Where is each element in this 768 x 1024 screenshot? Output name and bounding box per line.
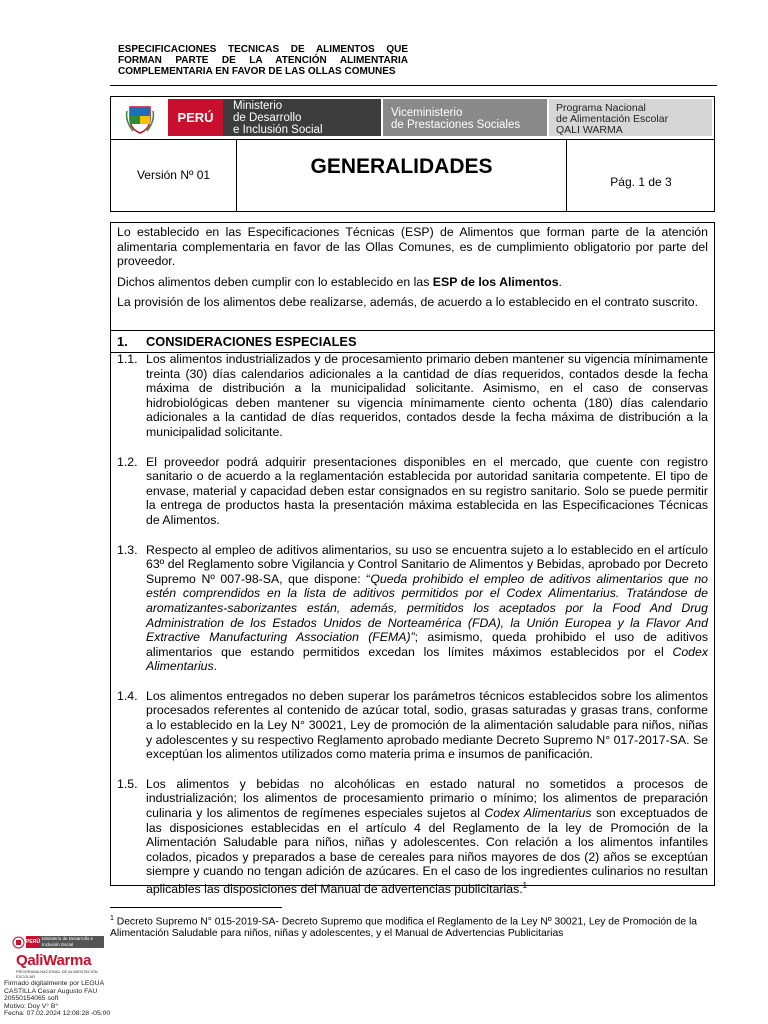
footnote xyxy=(110,913,715,940)
digital-signature xyxy=(4,980,124,1018)
qali-warma-subtitle: PROGRAMA NACIONAL DE ALIMENTACIÓN ESCOLAR xyxy=(16,969,98,979)
item-text: El proveedor podrá adquirir presentaciones disponibles en el mercado, que cuente con registro sanitario o de acuerdo a la reglamentación establecida por autoridad sanitaria competente. El tipo de envase, material y capacidad deben estar consignados en su registro sanitario. Solo se puede permitir la entrega de productos hasta la presentación máxima establecida en las Especificaciones Técnicas de Alimentos. xyxy=(146,454,708,527)
viceministerio-line: Viceministerio xyxy=(391,107,463,119)
item-text: Los alimentos industrializados y de procesamiento primario deben mantener su vigencia mínimamente treinta (30) días calendarios adicionales a la cantidad de días requeridos, contados desde la fecha máxima de distribución a la municipalidad solicitante. Asimismo, en el caso de conservas hidrobiológicas deben mantener su vigencia mínimamente ciento ochenta (180) días calendario adicionales a la cantidad de días requeridos, contados desde la fecha máxima de distribución a la municipalidad solicitante. xyxy=(146,352,708,439)
list-item xyxy=(111,352,714,440)
ministerio-line: e Inclusión Social xyxy=(233,124,323,136)
programa-line: de Alimentación Escolar xyxy=(556,113,669,125)
signature-line: CASTILLA Cesar Augusto FAU xyxy=(4,987,98,995)
ministerio-block xyxy=(223,99,381,136)
item-number: 1.1. xyxy=(117,352,138,366)
signature-line: 20550154065 soft xyxy=(4,995,59,1003)
item-number: 1.5. xyxy=(117,776,138,791)
programa-line: QALI WARMA xyxy=(556,124,623,136)
document-title xyxy=(118,44,408,77)
header-info-row xyxy=(111,140,714,211)
signature-line: Motivo: Doy V° B° xyxy=(4,1002,59,1010)
intro-paragraph: Lo establecido en las Especificaciones Técnicas (ESP) de Alimentos que forman parte de la atención alimentaria complementaria en favor de las Ollas Comunes, es de cumplimiento obligatorio por parte del proveedor. xyxy=(117,225,708,269)
intro-paragraph xyxy=(117,275,708,290)
item-number: 1.4. xyxy=(117,688,138,703)
list-item xyxy=(111,543,714,674)
bold-text: ESP de los Alimentos xyxy=(432,274,559,289)
institution-logos xyxy=(111,97,714,140)
footnote-text: Decreto Supremo N° 015-2019-SA- Decreto Supremo que modifica el Reglamento de la Ley Nº 30021, Ley de Promoción de la Alimentación Saludable para niños, niñas y adolescentes, y el Manual de Advertencias Publicitarias xyxy=(110,916,698,940)
mini-coat-of-arms-icon xyxy=(12,936,25,949)
item-text: son exceptuados de las disposiciones establecidas en el artículo 4 del Reglamento de la ley de Promoción de la Alimentación Saludable para niños, niñas y adolescentes. Con relación a los alimentos infantiles colados, picados y preparados a base de cereales para niños mayores de dos (2) años se exceptúan siempre y cuando no tengan adición de azúcares. En el caso de los ingredientes culinarios no resultan aplicables las disposiciones del Manual de advertencias publicitarias. xyxy=(146,806,708,897)
list-item xyxy=(111,455,714,528)
item-text: Respecto al empleo de aditivos alimentarios, su uso se encuentra sujeto a lo establecido en el artículo 63º del Reglamento sobre Vigilancia y Control Sanitario de Alimentos y Bebidas, aprobado por Decreto Supremo Nº 007-98-SA, que dispone: “ xyxy=(146,542,708,586)
page-title: GENERALIDADES xyxy=(237,140,567,211)
document-title-line: FORMAN PARTE DE LA ATENCIÓN ALIMENTARIA xyxy=(118,55,408,66)
title-rule xyxy=(110,85,717,86)
section-heading xyxy=(111,330,714,353)
qali-warma-name: QaliWarma xyxy=(16,952,92,969)
text-run: Dichos alimentos deben cumplir con lo establecido en las xyxy=(117,274,433,289)
document-title-line: ESPECIFICACIONES TECNICAS DE ALIMENTOS QUE xyxy=(118,44,408,55)
list-item xyxy=(111,777,714,897)
content-box xyxy=(110,222,715,897)
signature-line: Fecha: 07.02.2024 12:08:28 -05:00 xyxy=(4,1010,111,1018)
peru-brand: PERÚ xyxy=(168,99,223,136)
list-item xyxy=(111,689,714,762)
footnote-ref-link[interactable]: 1 xyxy=(522,881,528,890)
coat-of-arms-icon xyxy=(123,101,157,135)
ministerio-line: de Desarrollo xyxy=(233,112,302,124)
viceministerio-block xyxy=(383,99,547,136)
section-number: 1. xyxy=(117,334,128,349)
text-run: . xyxy=(558,274,562,289)
signature-line: Firmado digitalmente por LEGUA xyxy=(4,980,105,987)
document-title-line: COMPLEMENTARIA EN FAVOR DE LAS OLLAS COMUNES xyxy=(118,66,396,77)
footnote-rule xyxy=(110,907,282,908)
item-number: 1.2. xyxy=(117,454,138,469)
version-label: Versión Nº 01 xyxy=(111,140,237,211)
document-header xyxy=(110,96,715,212)
item-text: Los alimentos entregados no deben superar los parámetros técnicos establecidos sobre los alimentos procesados referentes al contenido de azúcar total, sodio, grasas saturadas y grasas trans, conforme a lo establecido en la Ley N° 30021, Ley de promoción de la alimentación saludable para niños, niñas y adolescentes y su respectivo Reglamento aprobado mediante Decreto Supremo N° 017-2017-SA. Se exceptúan los alimentos utilizados como materia prima e insumos de panificación. xyxy=(146,688,708,762)
section-title: CONSIDERACIONES ESPECIALES xyxy=(146,334,357,349)
intro-paragraph: La provisión de los alimentos debe realizarse, además, de acuerdo a lo establecido en el contrato suscrito. xyxy=(117,295,699,310)
item-text: ; asimismo, queda prohibido el uso de aditivos alimentarios que estando permitidos excedan los límites máximos establecidos por el xyxy=(146,630,709,659)
mini-ministerio-brand: Ministerio de Desarrollo e Inclusión Social xyxy=(40,936,104,948)
qali-warma-logo xyxy=(6,936,106,979)
section-items xyxy=(111,352,714,912)
italic-quote: Queda prohibido el empleo de aditivos alimentarios que no estén comprendidos en la lista de aditivos permitidos por el Codex Alimentarius. Tratándose de aromatizantes-saborizantes están, además, permitidos los aceptados por la Food And Drug Administration de los Estados Unidos de Norteamérica (FDA), la Unión Europea y la Flavor And Extractive Manufacturing Association (FEMA)” xyxy=(146,571,708,645)
item-text: . xyxy=(213,659,218,674)
item-number: 1.3. xyxy=(117,542,138,557)
page-number: Pág. 1 de 3 xyxy=(610,175,672,189)
italic-text: Codex Alimentarius xyxy=(146,644,708,674)
item-text: Los alimentos y bebidas no alcohólicas en estado natural no sometidos a procesos de industrialización; los alimentos de procesamiento primario o mínimo; los alimentos de preparación culinaria y los alimentos de regímenes especiales sujetos al xyxy=(146,776,708,821)
ministerio-line: Ministerio xyxy=(233,100,283,112)
intro-section xyxy=(111,223,714,310)
programa-block xyxy=(549,99,712,136)
viceministerio-line: de Prestaciones Sociales xyxy=(391,119,521,131)
italic-text: Codex Alimentarius xyxy=(484,806,592,821)
footnote-mark: 1 xyxy=(110,915,114,922)
mini-peru-brand: PERÚ xyxy=(26,936,40,948)
programa-line: Programa Nacional xyxy=(556,102,646,114)
